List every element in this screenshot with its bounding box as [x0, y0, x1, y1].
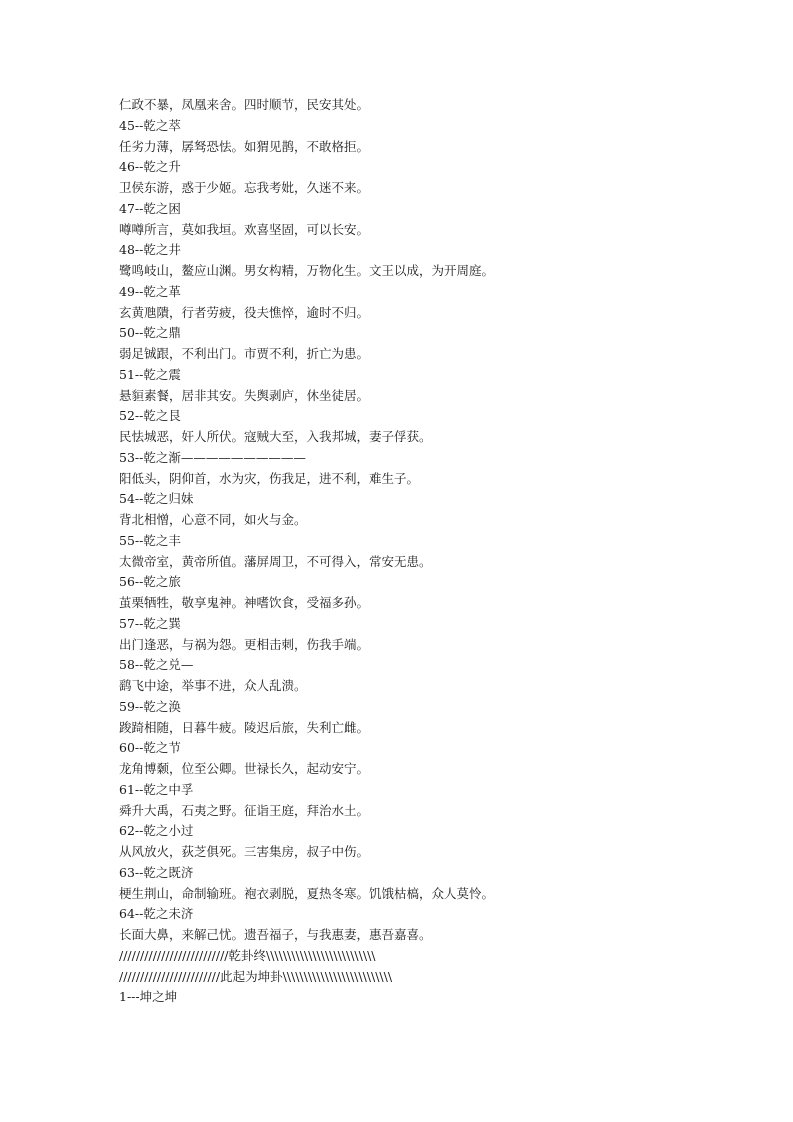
text-line: 长面大鼻，来解己忧。遗吾福子，与我惠妻，惠吾嘉喜。 — [119, 927, 432, 942]
text-line: 53--乾之渐—————————— — [119, 449, 306, 465]
text-line: ////////////////////////此起为坤卦\\\\\\\\\\\\\\\\\\\\\\\\\\ — [119, 968, 393, 984]
text-line: 52--乾之艮 — [119, 408, 181, 424]
text-line: 弱足铖跟，不利出门。市贾不利，折亡为患。 — [119, 346, 370, 361]
text-line: 1---坤之坤 — [119, 989, 178, 1005]
text-line: 悬貆素餐，居非其安。失舆剥庐，休坐徒居。 — [119, 387, 370, 403]
text-line: 46--乾之升 — [119, 159, 181, 175]
text-line: 卫侯东游，惑于少姬。忘我考妣，久迷不来。 — [119, 180, 370, 195]
text-line: 49--乾之革 — [119, 283, 181, 299]
text-line: 民怯城恶，奸人所伏。寇贼大至，入我邦城，妻子俘获。 — [119, 429, 432, 444]
text-line: 45--乾之萃 — [119, 117, 181, 133]
text-line: 背北相憎，心意不同，如火与金。 — [119, 512, 307, 527]
text-line: 鹭鸣岐山，鳌应山渊。男女构精，万物化生。文王以成，为开周庭。 — [119, 263, 495, 278]
text-line: 50--乾之鼎 — [119, 325, 181, 341]
text-line: 太微帝室，黄帝所值。藩屏周卫，不可得入，常安无患。 — [119, 553, 432, 569]
text-line: 55--乾之丰 — [119, 532, 181, 548]
text-line: 51--乾之震 — [119, 366, 181, 382]
text-line: 47--乾之困 — [119, 200, 181, 216]
text-line: 54--乾之归妹 — [119, 491, 194, 507]
text-line: 63--乾之既济 — [119, 864, 194, 880]
text-line: 出门逢恶，与祸为怨。更相击刺，伤我手端。 — [119, 636, 370, 652]
text-line: 58--乾之兑— — [119, 657, 194, 673]
text-line: 阳低头，阴仰首，水为灾，伤我足，进不利，难生子。 — [119, 470, 420, 486]
text-line: 59--乾之涣 — [119, 698, 181, 714]
text-line: 踆踦相随，日暮牛疲。陵迟后旅，失利亡雌。 — [119, 719, 370, 735]
text-line: 噂噂所言，莫如我垣。欢喜坚固，可以长安。 — [119, 221, 370, 237]
text-line: 61--乾之中孚 — [119, 781, 194, 797]
text-line: 64--乾之未济 — [119, 906, 194, 922]
text-line: 仁政不暴，凤凰来舍。四时顺节，民安其处。 — [119, 97, 370, 112]
text-line: //////////////////////////乾卦终\\\\\\\\\\\\\\\\\\\\\\\\\\ — [119, 947, 376, 963]
text-line: 茧栗牺牲，敬享鬼神。神嗜饮食，受福多孙。 — [119, 595, 370, 610]
text-line: 舜升大禹，石夷之野。征诣王庭，拜治水土。 — [119, 802, 370, 818]
text-line: 任劣力薄，孱驽恐怯。如猬见鹊，不敢格拒。 — [119, 138, 370, 154]
text-line: 玄黄虺隤，行者劳疲，役夫憔悴，逾时不归。 — [119, 304, 370, 320]
text-line: 梗生荆山，命制输班。袍衣剥脱，夏热冬寒。饥饿枯槁，众人莫怜。 — [119, 885, 495, 901]
text-line: 56--乾之旅 — [119, 574, 181, 590]
text-line: 龙角博颡，位至公卿。世禄长久，起动安宁。 — [119, 761, 370, 776]
text-line: 鹞飞中途，举事不进，众人乱溃。 — [119, 678, 307, 693]
text-line: 60--乾之节 — [119, 740, 181, 756]
text-line: 62--乾之小过 — [119, 823, 194, 839]
text-line: 57--乾之巽 — [119, 615, 181, 631]
text-line: 48--乾之井 — [119, 242, 181, 258]
text-body — [119, 95, 779, 1008]
text-line: 从风放火，荻芝俱死。三害集房，叔子中伤。 — [119, 844, 370, 859]
